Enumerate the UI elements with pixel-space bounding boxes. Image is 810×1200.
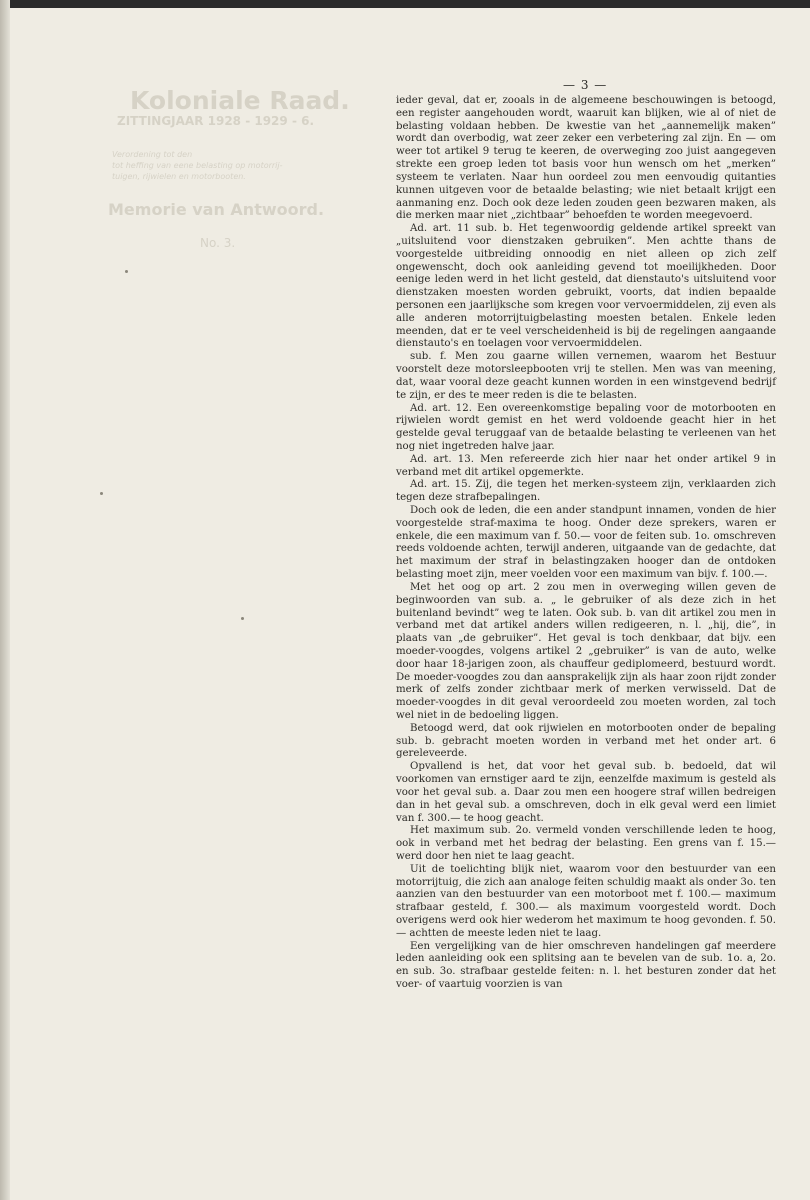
paragraph: Ad. art. 12. Een overeenkomstige bepaling voor de motorbooten en rijwielen wordt gemist en het werd voldoende geacht hier in het gestelde geval teruggaaf van de betaalde belasting te verleenen van het nog niet ingetreden halve jaar. bbox=[396, 402, 776, 452]
paragraph: Uit de toelichting blijk niet, waarom voor den bestuurder van een motorrijtuig, die zich aan analoge feiten schuldig maakt als onder 3o. ten aanzien van den bestuurder van een motorboot met f. 100.— maximum strafbaar gesteld, f. 300.— als maximum voorgesteld wordt. Doch overigens werd ook hier wederom het maximum te hoog gevonden. f. 50.— achtten de meeste leden niet te laag. bbox=[396, 863, 776, 939]
bleed-through-memorie: Memorie van Antwoord. bbox=[108, 200, 325, 219]
scan-top-edge bbox=[0, 0, 810, 8]
page-number: — 3 — bbox=[563, 78, 608, 92]
scan-left-edge bbox=[0, 0, 10, 1200]
paragraph: sub. f. Men zou gaarne willen vernemen, waarom het Bestuur voorstelt deze motorsleepbooten vrij te stellen. Men was van meening, dat, waar vooral deze geacht kunnen worden in een winstgevend bedrijf te zijn, er des te meer reden is die te belasten. bbox=[396, 351, 776, 401]
bleed-through-line: tuigen, rijwielen en motorbooten. bbox=[112, 172, 246, 181]
paragraph: Ad. art. 15. Zij, die tegen het merken-systeem zijn, verklaarden zich tegen deze strafbepalingen. bbox=[396, 479, 776, 504]
paragraph: Doch ook de leden, die een ander standpunt innamen, vonden de hier voorgestelde straf-maxima te hoog. Onder deze sprekers, waren er enkele, die een maximum van f. 50.— voor de feiten sub. 1o. omschreven reeds voldoende achten, terwijl anderen, uitgaande van de gedachte, dat het maximum der straf in belastingzaken hooger dan de ontdoken belasting moet zijn, meer voelden voor een maximum van bijv. f. 100.—. bbox=[396, 505, 776, 581]
paragraph: Met het oog op art. 2 zou men in overweging willen geven de beginwoorden van sub. a. „ le gebruiker of als deze zich in het buitenland bevindt” weg te laten. Ook sub. b. van dit artikel zou men in verband met dat artikel anders willen redigeeren, n. l. „hij, die”, in plaats van „de gebruiker”. Het geval is toch denkbaar, dat bijv. een moeder-voogdes, volgens artikel 2 „gebruiker” is van de auto, welke door haar 18-jarigen zoon, als chauffeur gediplomeerd, bestuurd wordt. De moeder-voogdes zou dan aansprakelijk zijn als haar zoon rijdt zonder merk of zelfs zonder zichtbaar merk of merken verwisseld. Dat de moeder-voogdes in dit geval veroordeeld zou moeten worden, zal toch wel niet in de bedoeling liggen. bbox=[396, 581, 776, 721]
paragraph: Ad. art. 11 sub. b. Het tegenwoordig geldende artikel spreekt van „uitsluitend voor dienstzaken gebruiken”. Men achtte thans de voorgestelde uitbreiding onnoodig en niet alleen op zich zelf ongewenscht, doch ook aanleiding gevend tot moeilijkheden. Door eenige leden werd in het licht gesteld, dat dienstauto's uitsluitend voor dienstzaken moesten worden gebruikt, voorts, dat indien bepaalde personen een jaarlijksche som kregen voor vervoermiddelen, zij even als alle anderen motorrijtuigbelasting moesten betalen. Enkele leden meenden, dat er te veel verscheidenheid is bij de regelingen aangaande dienstauto's en toelagen voor vervoermiddelen. bbox=[396, 223, 776, 350]
paragraph: Het maximum sub. 2o. vermeld vonden verschillende leden te hoog, ook in verband met het bedrag der belasting. Een grens van f. 15.— werd door hen niet te laag geacht. bbox=[396, 825, 776, 862]
bleed-through-line: tot heffing van eene belasting op motorrij- bbox=[112, 161, 283, 170]
speck-mark bbox=[125, 270, 128, 273]
paragraph: ieder geval, dat er, zooals in de algemeene beschouwingen is betoogd, een register aangehouden wordt, waaruit kan blijken, wie al of niet de belasting voldaan hebben. De kwestie van het „aannemelijk maken” wordt dan overbodig, wat zeer zeker een verbetering zal zijn. En — om weer tot artikel 9 terug te keeren, de overweging zoo juist aangegeven strekte een groep leden tot basis voor hun wensch om het „merken” systeem te verlaten. Naar hun oordeel zou men eenvoudig quitanties kunnen uitgeven voor de betaalde belasting; wie niet betaalt krijgt een aanmaning enz. Doch ook deze leden zouden geen bezwaren maken, als die merken maar niet „zichtbaar” behoefden te worden meegevoerd. bbox=[396, 95, 776, 222]
bleed-through-number: No. 3. bbox=[200, 236, 236, 250]
body-text bbox=[396, 95, 776, 992]
paragraph: Betoogd werd, dat ook rijwielen en motorbooten onder de bepaling sub. b. gebracht moeten worden in verband met het onder art. 6 gereleveerde. bbox=[396, 722, 776, 760]
paragraph: Ad. art. 13. Men refereerde zich hier naar het onder artikel 9 in verband met dit artikel opgemerkte. bbox=[396, 453, 776, 478]
speck-mark bbox=[100, 492, 103, 495]
speck-mark bbox=[241, 617, 244, 620]
bleed-through-subtitle: ZITTINGJAAR 1928 - 1929 - 6. bbox=[117, 114, 315, 128]
paragraph: Een vergelijking van de hier omschreven handelingen gaf meerdere leden aanleiding ook een splitsing aan te bevelen van de sub. 1o. a, 2o. en sub. 3o. strafbaar gestelde feiten: n. l. het besturen zonder dat het voer- of vaartuig voorzien is van bbox=[396, 940, 776, 991]
paragraph: Opvallend is het, dat voor het geval sub. b. bedoeld, dat wil voorkomen van ernstiger aard te zijn, eenzelfde maximum is gesteld als voor het geval sub. a. Daar zou men een hoogere straf willen bedreigen dan in het geval sub. a omschreven, doch in elk geval werd een limiet van f. 300.— te hoog geacht. bbox=[396, 761, 776, 824]
bleed-through-title: Koloniale Raad. bbox=[130, 86, 350, 115]
bleed-through-line: Verordening tot den bbox=[112, 150, 193, 159]
